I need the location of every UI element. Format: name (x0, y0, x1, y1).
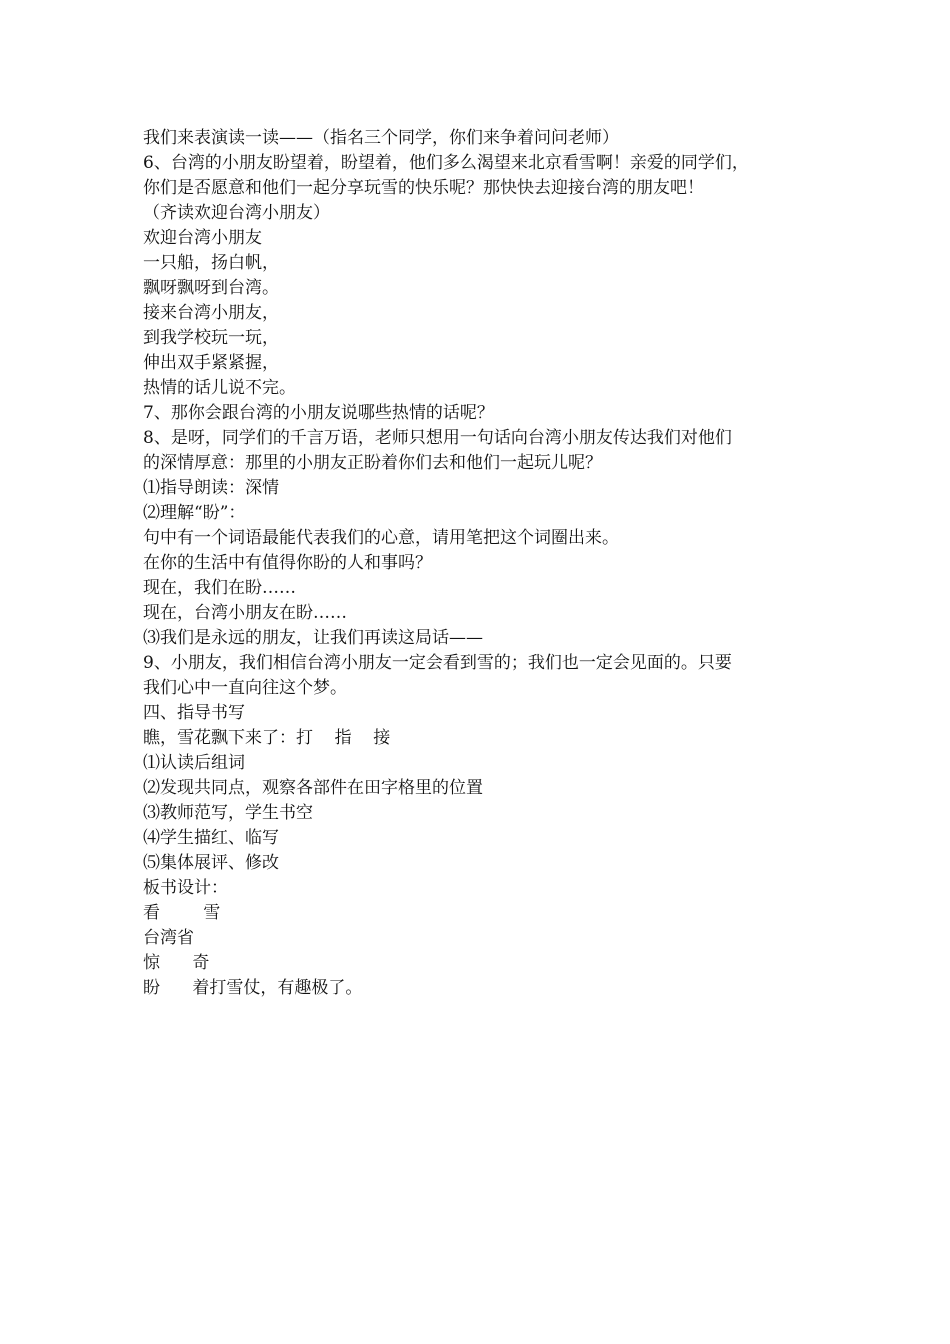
text-line: 现在，台湾小朋友在盼…… (143, 603, 347, 623)
text-line: ⑴指导朗读：深情 (143, 478, 279, 498)
text-line: ⑵理解“盼”： (143, 503, 246, 523)
text-line: 7、那你会跟台湾的小朋友说哪些热情的话呢？ (143, 403, 494, 423)
text-line: ⑵发现共同点，观察各部件在田字格里的位置 (143, 778, 483, 798)
poem-line: 到我学校玩一玩， (143, 328, 279, 348)
board-line: 台湾省 (143, 928, 194, 948)
text-line: 8、是呀，同学们的千言万语，老师只想用一句话向台湾小朋友传达我们对他们 (143, 428, 732, 448)
text-line: 板书设计： (143, 878, 228, 898)
section-heading: 四、指导书写 (143, 703, 245, 723)
text-line: 我们来表演读一读——（指名三个同学，你们来争着问问老师） (143, 128, 619, 148)
poem-title: 欢迎台湾小朋友 (143, 228, 262, 248)
text-line: 在你的生活中有值得你盼的人和事吗？ (143, 553, 432, 573)
text-line: 现在，我们在盼…… (143, 578, 296, 598)
poem-line: 飘呀飘呀到台湾。 (143, 278, 279, 298)
poem-line: 接来台湾小朋友， (143, 303, 279, 323)
text-line: 6、台湾的小朋友盼望着，盼望着，他们多么渴望来北京看雪啊！亲爱的同学们， (143, 153, 749, 173)
poem-line: 热情的话儿说不完。 (143, 378, 296, 398)
board-line: 盼 着打雪仗，有趣极了。 (143, 978, 363, 998)
poem-line: 伸出双手紧紧握， (143, 353, 279, 373)
text-line: ⑷学生描红、临写 (143, 828, 279, 848)
text-line: ⑶我们是永远的朋友，让我们再读这局话—— (143, 628, 483, 648)
text-line: 句中有一个词语最能代表我们的心意，请用笔把这个词圈出来。 (143, 528, 619, 548)
board-line: 惊 奇 (143, 953, 210, 973)
text-line: 你们是否愿意和他们一起分享玩雪的快乐呢？那快快去迎接台湾的朋友吧！ (143, 178, 704, 198)
text-line: 瞧，雪花飘下来了：打 指 接 (143, 728, 391, 748)
poem-line: 一只船，扬白帆， (143, 253, 279, 273)
text-line: 的深情厚意：那里的小朋友正盼着你们去和他们一起玩儿呢？ (143, 453, 602, 473)
text-line: 9、小朋友，我们相信台湾小朋友一定会看到雪的；我们也一定会见面的。只要 (143, 653, 732, 673)
text-line: 我们心中一直向往这个梦。 (143, 678, 347, 698)
board-line: 看 雪 (143, 903, 221, 923)
text-line: ⑶教师范写，学生书空 (143, 803, 313, 823)
text-line: （齐读欢迎台湾小朋友） (143, 203, 330, 223)
text-line: ⑴认读后组词 (143, 753, 245, 773)
text-line: ⑸集体展评、修改 (143, 853, 279, 873)
